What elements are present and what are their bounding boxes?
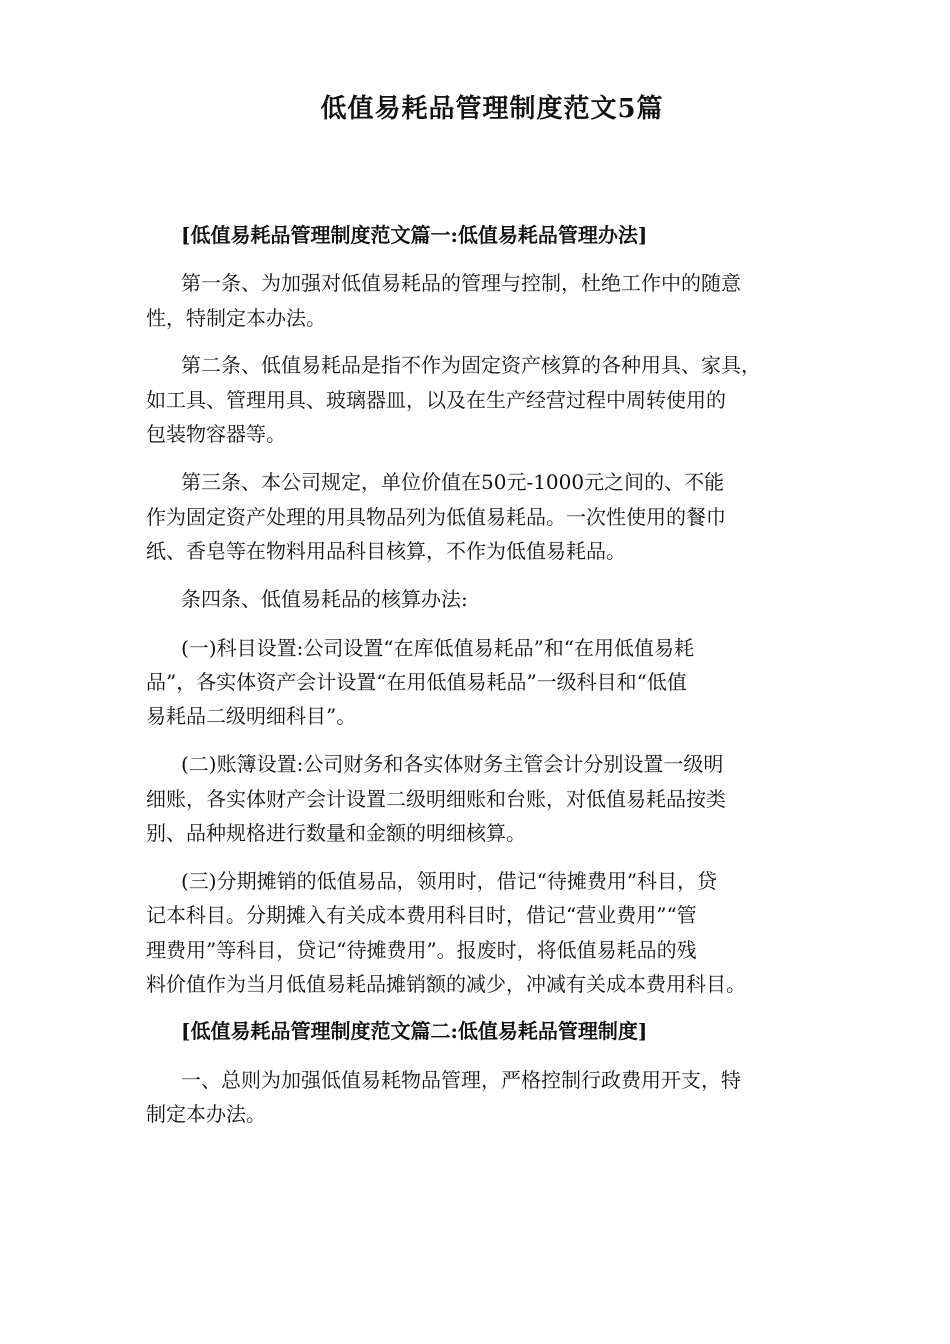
paragraph-line: 别、品种规格进行数量和金额的明细核算。 bbox=[146, 821, 526, 845]
paragraph-line: 制定本办法。 bbox=[146, 1102, 266, 1126]
paragraph-line: 条四条、低值易耗品的核算办法: bbox=[181, 587, 468, 611]
paragraph-line: 性，特制定本办法。 bbox=[146, 306, 326, 330]
paragraph-line: 如工具、管理用具、玻璃器皿，以及在生产经营过程中周转使用的 bbox=[146, 388, 726, 412]
paragraph-line: (一)科目设置:公司设置“在库低值易耗品”和“在用低值易耗 bbox=[181, 636, 695, 660]
paragraph-line: (二)账簿设置:公司财务和各实体财务主管会计分别设置一级明 bbox=[181, 752, 724, 776]
paragraph-line: 料价值作为当月低值易耗品摊销额的减少，冲减有关成本费用科目。 bbox=[146, 972, 746, 996]
paragraph-line: 第三条、本公司规定，单位价值在50元-1000元之间的、不能 bbox=[181, 470, 725, 494]
paragraph-line: 纸、香皂等在物料用品科目核算，不作为低值易耗品。 bbox=[146, 539, 626, 563]
paragraph-line: 包装物容器等。 bbox=[146, 422, 286, 446]
section-heading-1: [低值易耗品管理制度范文篇一:低值易耗品管理办法] bbox=[181, 223, 648, 247]
paragraph-line: 作为固定资产处理的用具物品列为低值易耗品。一次性使用的餐巾 bbox=[146, 505, 726, 529]
paragraph-line: 细账，各实体财产会计设置二级明细账和台账，对低值易耗品按类 bbox=[146, 787, 726, 811]
section-heading-2: [低值易耗品管理制度范文篇二:低值易耗品管理制度] bbox=[181, 1019, 648, 1043]
paragraph-line: 品”，各实体资产会计设置“在用低值易耗品”一级科目和“低值 bbox=[146, 670, 687, 694]
paragraph-line: 第二条、低值易耗品是指不作为固定资产核算的各种用具、家具， bbox=[181, 353, 761, 377]
paragraph-line: 易耗品二级明细科目”。 bbox=[146, 704, 357, 728]
paragraph-line: 一、总则为加强低值易耗物品管理，严格控制行政费用开支，特 bbox=[181, 1068, 741, 1092]
document-title: 低值易耗品管理制度范文5篇 bbox=[320, 94, 664, 124]
paragraph-line: 记本科目。分期摊入有关成本费用科目时，借记“营业费用”“管 bbox=[146, 903, 697, 927]
paragraph-line: 第一条、为加强对低值易耗品的管理与控制，杜绝工作中的随意 bbox=[181, 271, 741, 295]
paragraph-line: 理费用”等科目，贷记“待摊费用”。报废时，将低值易耗品的残 bbox=[146, 938, 697, 962]
paragraph-line: (三)分期摊销的低值易品，领用时，借记“待摊费用”科目，贷 bbox=[181, 869, 718, 893]
